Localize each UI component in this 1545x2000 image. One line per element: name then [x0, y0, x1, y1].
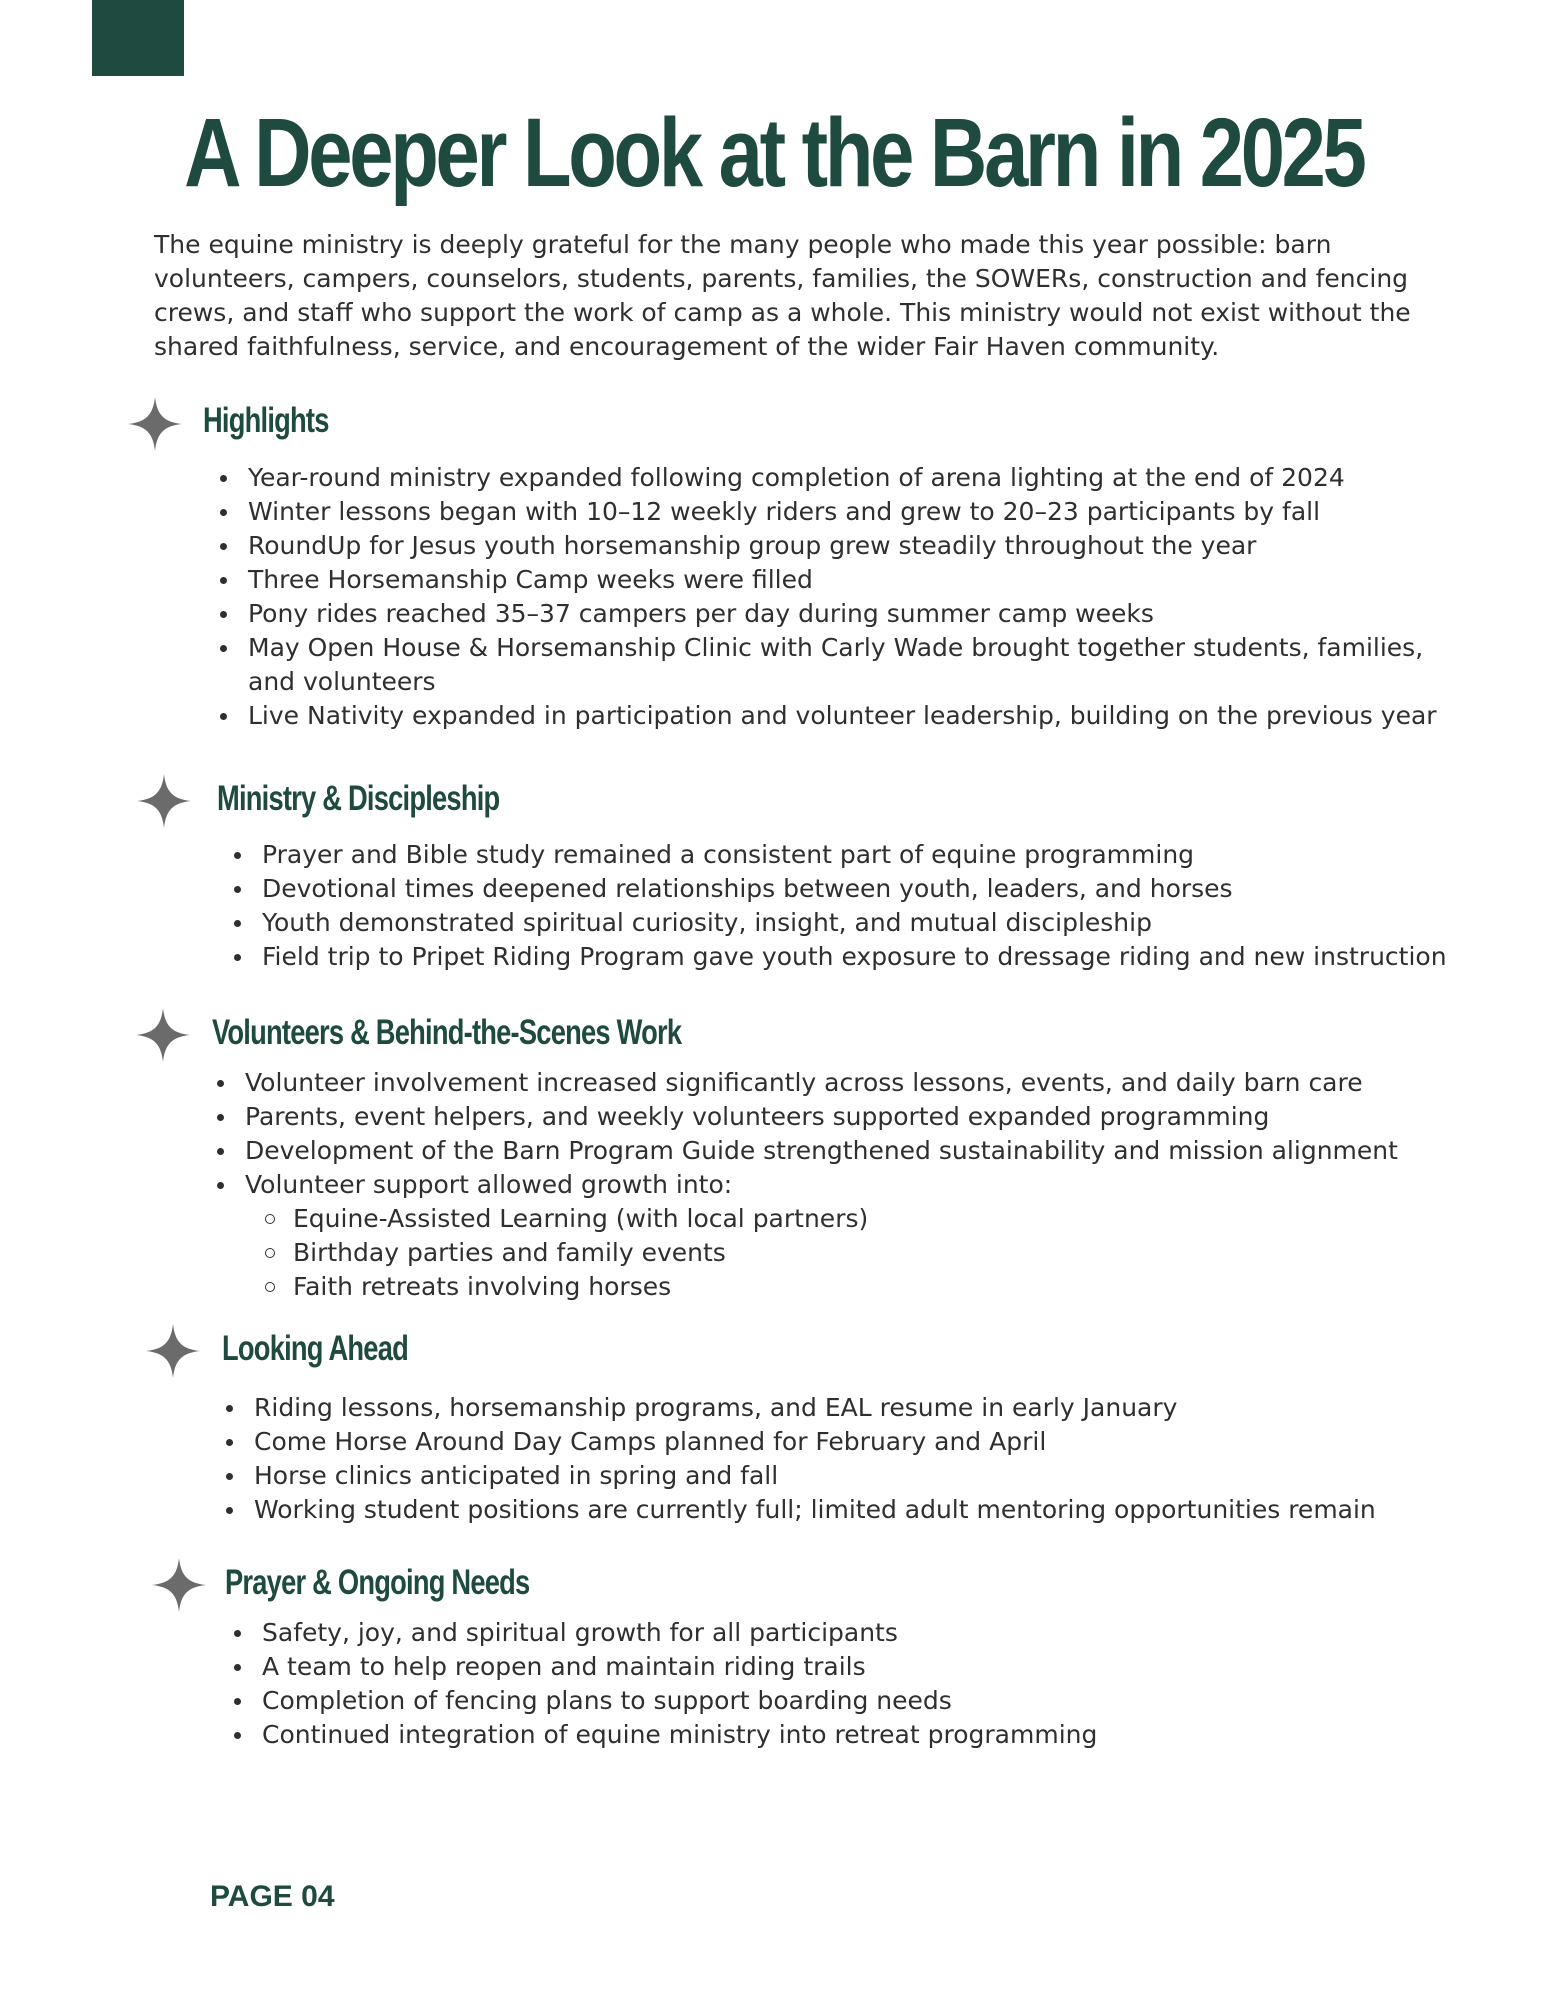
- list-item: Pony rides reached 35–37 campers per day during summer camp weeks: [216, 597, 1446, 631]
- list-item: Prayer and Bible study remained a consistent part of equine programming: [230, 838, 1460, 872]
- section-heading: Looking Ahead: [222, 1329, 409, 1368]
- section-heading: Prayer & Ongoing Needs: [225, 1563, 530, 1602]
- sparkle-star-icon: [144, 1322, 202, 1380]
- list-item-text: Volunteer support allowed growth into:: [245, 1170, 733, 1199]
- sub-list-item: Faith retreats involving horses: [261, 1270, 1463, 1304]
- list-item: Year-round ministry expanded following completion of arena lighting at the end of 2024: [216, 461, 1446, 495]
- list-item: Come Horse Around Day Camps planned for February and April: [222, 1425, 1452, 1459]
- list-item: Safety, joy, and spiritual growth for all participants: [230, 1616, 1460, 1650]
- section-heading: Volunteers & Behind-the-Scenes Work: [212, 1013, 682, 1052]
- list-item: Youth demonstrated spiritual curiosity, insight, and mutual discipleship: [230, 906, 1460, 940]
- list-item: Continued integration of equine ministry into retreat programming: [230, 1718, 1460, 1752]
- bullet-list: [213, 1066, 1463, 1304]
- list-item: Riding lessons, horsemanship programs, and EAL resume in early January: [222, 1391, 1452, 1425]
- list-item: Completion of fencing plans to support boarding needs: [230, 1684, 1460, 1718]
- bullet-list: [222, 1391, 1452, 1527]
- list-item: Parents, event helpers, and weekly volunteers supported expanded programming: [213, 1100, 1463, 1134]
- section-heading: Ministry & Discipleship: [217, 779, 500, 818]
- sparkle-star-icon: [135, 772, 193, 830]
- list-item: Volunteer involvement increased significantly across lessons, events, and daily barn care: [213, 1066, 1463, 1100]
- list-item: [213, 1168, 1463, 1304]
- page-title: A Deeper Look at the Barn in 2025: [184, 98, 1364, 207]
- list-item: Winter lessons began with 10–12 weekly riders and grew to 20–23 participants by fall: [216, 495, 1446, 529]
- list-item: Horse clinics anticipated in spring and fall: [222, 1459, 1452, 1493]
- section-heading: Highlights: [203, 401, 329, 440]
- sub-bullet-list: [245, 1202, 1463, 1304]
- bullet-list: [230, 838, 1460, 974]
- list-item: RoundUp for Jesus youth horsemanship group grew steadily throughout the year: [216, 529, 1446, 563]
- list-item: Devotional times deepened relationships between youth, leaders, and horses: [230, 872, 1460, 906]
- list-item: Field trip to Pripet Riding Program gave youth exposure to dressage riding and new instruction: [230, 940, 1460, 974]
- bullet-list: [216, 461, 1446, 733]
- sparkle-star-icon: [134, 1006, 192, 1064]
- bullet-list: [230, 1616, 1460, 1752]
- page-number: PAGE 04: [210, 1880, 335, 1913]
- list-item: Three Horsemanship Camp weeks were filled: [216, 563, 1446, 597]
- corner-accent-block: [92, 0, 184, 76]
- list-item: Development of the Barn Program Guide strengthened sustainability and mission alignment: [213, 1134, 1463, 1168]
- sparkle-star-icon: [126, 395, 184, 453]
- sub-list-item: Birthday parties and family events: [261, 1236, 1463, 1270]
- intro-paragraph: The equine ministry is deeply grateful for the many people who made this year possible: barn volunteers, campers, counselors, students, parents, families, the SOWERs, construction and fencing crews, and staff who support the work of camp as a whole. This ministry would not exist without the shared faithfulness, service, and encouragement of the wider Fair Haven community.: [154, 230, 1411, 361]
- sparkle-star-icon: [150, 1556, 208, 1614]
- list-item: A team to help reopen and maintain riding trails: [230, 1650, 1460, 1684]
- sub-list-item: Equine-Assisted Learning (with local partners): [261, 1202, 1463, 1236]
- list-item: Working student positions are currently full; limited adult mentoring opportunities remain: [222, 1493, 1452, 1527]
- list-item: Live Nativity expanded in participation and volunteer leadership, building on the previous year: [216, 699, 1446, 733]
- list-item: May Open House & Horsemanship Clinic with Carly Wade brought together students, families, and volunteers: [216, 631, 1446, 699]
